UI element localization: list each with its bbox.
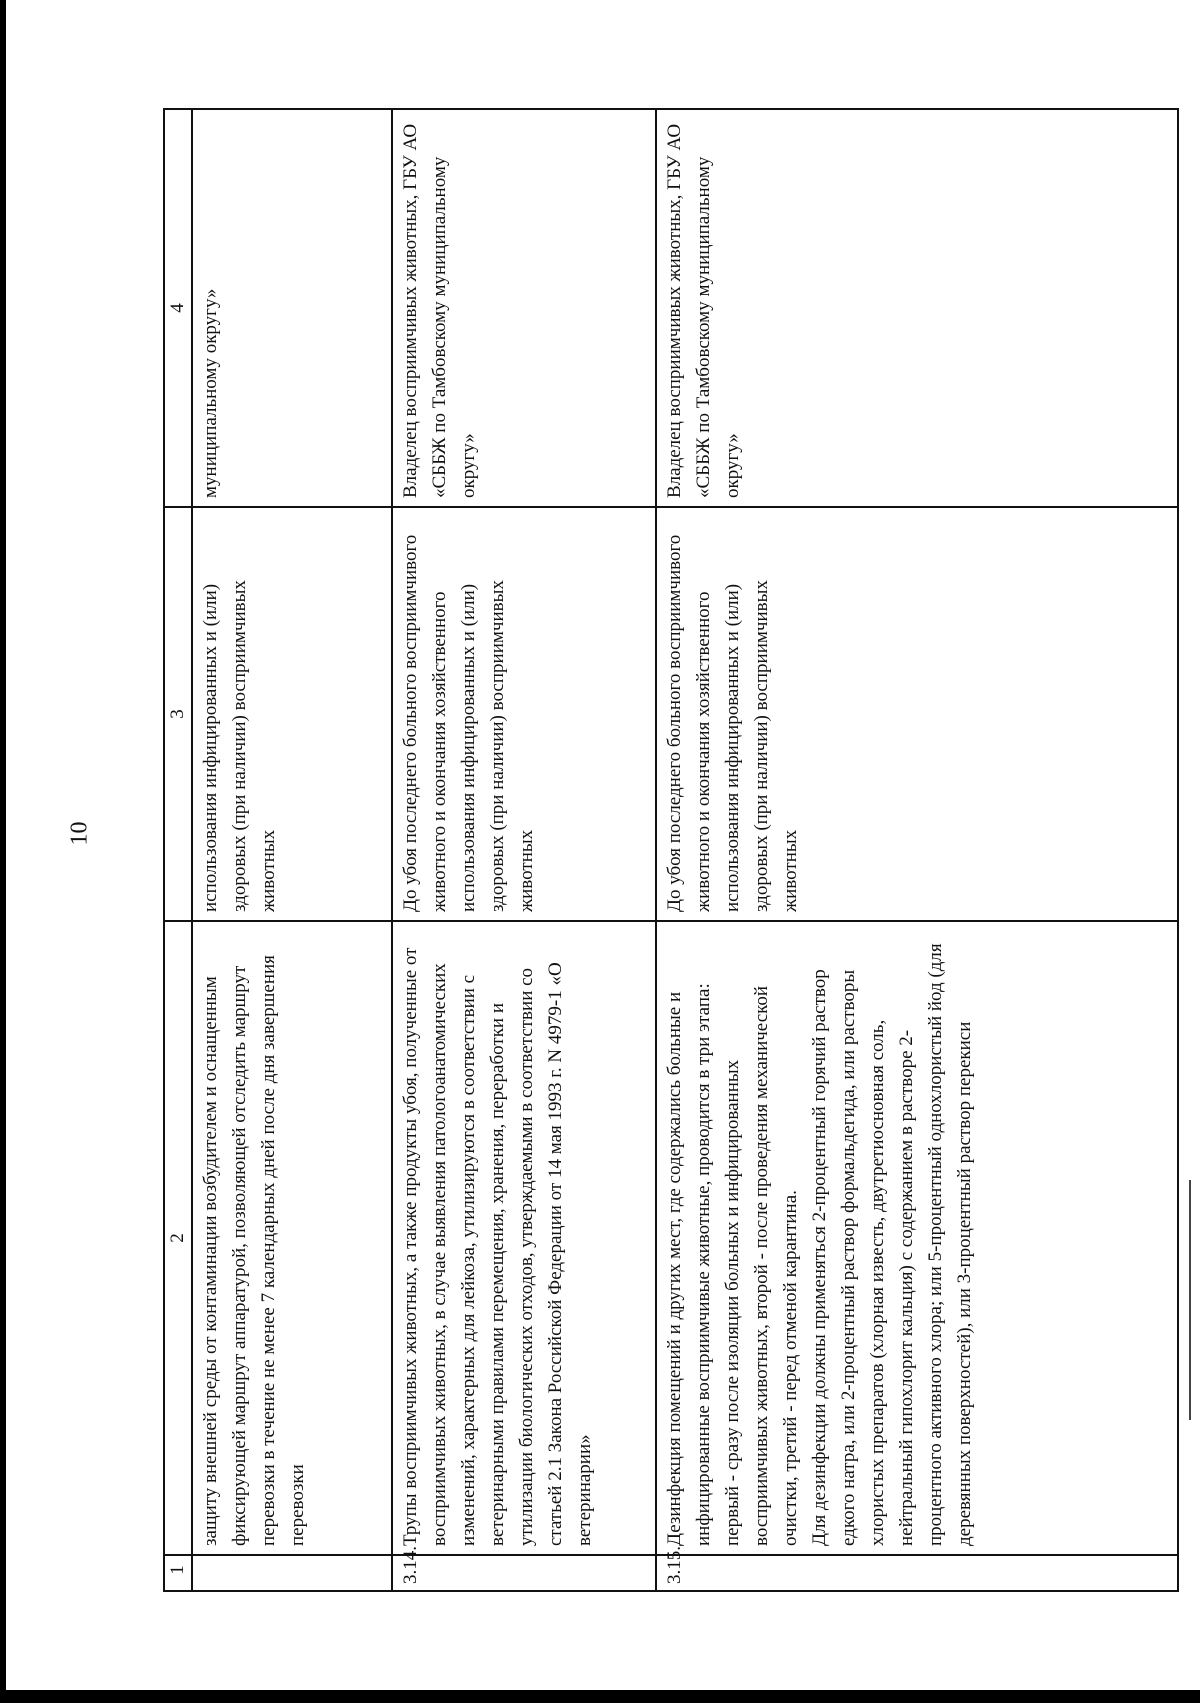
table-row (656, 109, 1178, 1591)
table-row (392, 109, 656, 1591)
table-header-row (164, 109, 192, 1591)
page-number: 10 (66, 821, 93, 846)
measure-text: Трупы восприимчивых животных, а также продукты убоя, полученные от восприимчивых животных, в случае выявления патологоанатомических изменений, характерных для лейкоза, утилизируются в соответствии с ветеринарными правилами перемещения, хранения, переработки и утилизации биологических отходов, утверждаемыми в соответствии со статьей 2.1 Закона Российской Федерации от 14 мая 1993 г. N 4979-1 «О ветеринарии» (400, 947, 595, 1546)
responsible-cell: Владелец восприимчивых животных, ГБУ АО «СББЖ по Тамбовскому муниципальному округу» (656, 109, 1178, 507)
deadline-cell: До убоя последнего больного восприимчивого животного и окончания хозяйственного использования инфицированных и (или) здоровых (при наличии) восприимчивых животных (656, 507, 1178, 921)
responsible-cell: муниципальному округу» (192, 109, 392, 507)
scan-border-bottom (0, 1690, 1200, 1703)
measure-cell (392, 921, 656, 1555)
rotated-table-wrapper (163, 110, 1179, 1592)
scan-border-left (0, 0, 6, 1703)
column-header: 2 (164, 921, 192, 1555)
column-header: 1 (164, 1555, 192, 1591)
row-number: 3.14. (392, 1555, 656, 1591)
column-header: 4 (164, 109, 192, 507)
deadline-cell: использования инфицированных и (или) здоровых (при наличии) восприимчивых животных (192, 507, 392, 921)
row-number: 3.15. (656, 1555, 1178, 1591)
column-header: 3 (164, 507, 192, 921)
measure-text: Для дезинфекции должны применяться 2-процентный горячий раствор едкого натра, или 2-процентный раствор формальдегида, или растворы хлористых препаратов (хлорная известь, двутретиосновная соль, нейтральный гипохлорит кальция) с содержанием в растворе 2-процентного активного хлора; или 5-процентный однохлористый йод (для деревянных поверхностей), или 3-процентный раствор перекиси (809, 943, 975, 1546)
row-number (192, 1555, 392, 1591)
measure-cell (192, 921, 392, 1555)
deadline-cell: До убоя последнего больного восприимчивого животного и окончания хозяйственного использования инфицированных и (или) здоровых (при наличии) восприимчивых животных (392, 507, 656, 921)
table-row (192, 109, 392, 1591)
measures-table (163, 108, 1179, 1592)
measure-text: Дезинфекция помещений и других мест, где содержались больные и инфицированные восприимчивые животные, проводится в три этапа: первый - сразу после изоляции больных и инфицированных восприимчивых животных, второй - после проведения механической очистки, третий - перед отменой карантина. (664, 983, 801, 1546)
measure-cell (656, 921, 1178, 1555)
measure-text: защиту внешней среды от контаминации возбудителем и оснащенным фиксирующей маршрут аппаратурой, позволяющей отследить маршрут перевозки в течение не менее 7 календарных дней после дня завершения перевозки (200, 955, 308, 1546)
margin-mark (1189, 1180, 1191, 1420)
responsible-cell: Владелец восприимчивых животных, ГБУ АО «СББЖ по Тамбовскому муниципальному округу» (392, 109, 656, 507)
